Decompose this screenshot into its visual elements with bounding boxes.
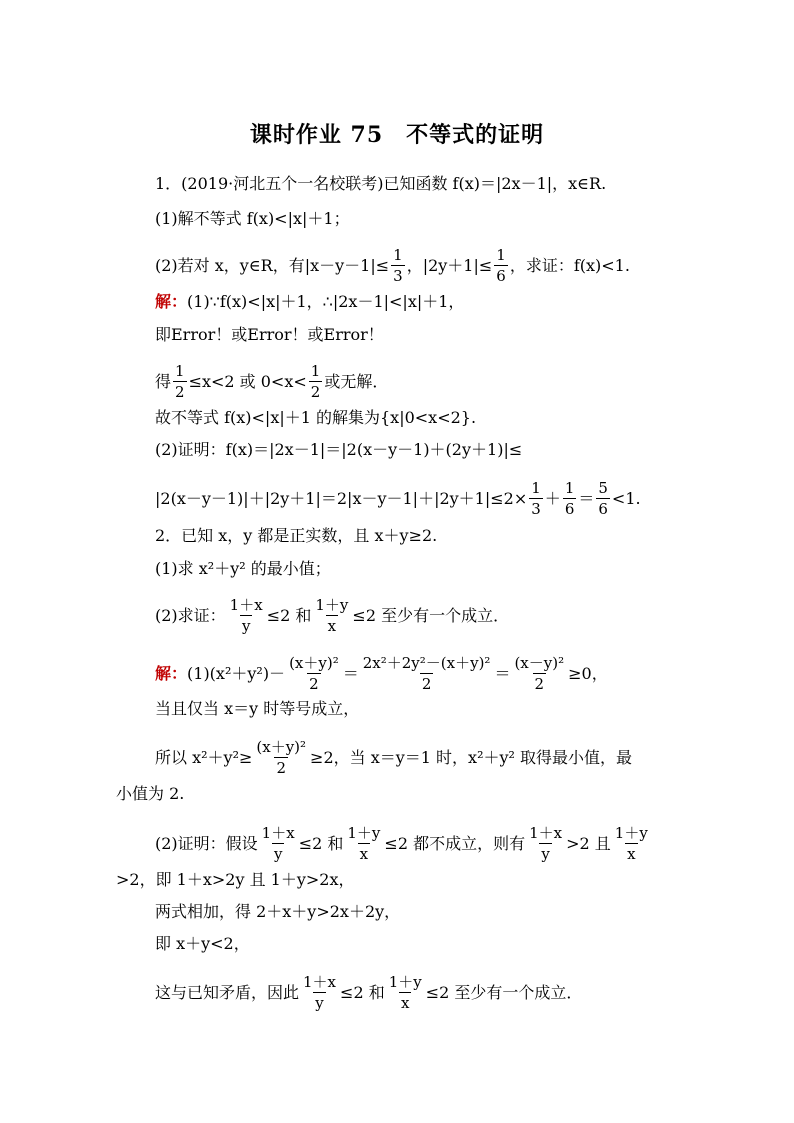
denominator: y xyxy=(273,845,283,863)
problem1-solution-line6 xyxy=(155,481,641,517)
problem1-solution-line2 xyxy=(155,325,384,345)
problem2-statement xyxy=(155,526,437,546)
text: (2)证明：假设 xyxy=(155,834,258,853)
text: ≤2 都不成立，则有 xyxy=(384,834,526,853)
text: ＝ xyxy=(578,489,595,508)
denominator: 3 xyxy=(531,500,541,518)
numerator: (x＋y)² xyxy=(289,654,339,672)
fraction-1-3 xyxy=(391,248,405,284)
problem2-part1 xyxy=(155,559,331,579)
problem2-solution-line1 xyxy=(155,656,608,692)
numerator: (x－y)² xyxy=(514,654,565,672)
text: ≥0， xyxy=(568,664,608,683)
fraction-1py-x xyxy=(313,598,350,634)
denominator: y xyxy=(241,617,251,635)
problem2-solution-line8 xyxy=(155,934,250,954)
problem1-text: 1．(2019·河北五个一名校联考)已知函数 f(x)＝|2x－1|，x∈R. xyxy=(155,174,607,193)
denominator: 6 xyxy=(496,267,506,285)
problem2-solution-line7 xyxy=(155,902,400,922)
denominator: 2 xyxy=(421,675,432,693)
numerator: 1 xyxy=(496,246,506,264)
text: (1)(x²＋y²)－ xyxy=(187,664,286,683)
problem2-solution-line4 xyxy=(116,784,184,804)
fraction-1py-x xyxy=(387,975,424,1011)
text: ≤x<2 或 0<x< xyxy=(188,372,307,391)
text: 小值为 2. xyxy=(116,784,185,803)
fraction-1px-y xyxy=(527,826,564,862)
text: 得 xyxy=(155,372,172,391)
denominator: x xyxy=(359,845,369,863)
text: ，|2y＋1|≤ xyxy=(406,256,493,275)
text: ≤2 和 xyxy=(340,983,385,1002)
fraction-1-6 xyxy=(563,481,577,517)
problem1-part1 xyxy=(155,209,350,229)
problem2-solution-line6 xyxy=(116,870,355,890)
numerator: 5 xyxy=(598,479,608,497)
text: |2(x－y－1)|＋|2y＋1|＝2|x－y－1|＋|2y＋1|≤2× xyxy=(155,489,528,508)
text: (2)若对 x，y∈R，有|x－y－1|≤ xyxy=(155,256,390,275)
denominator: 6 xyxy=(598,500,608,518)
text: ＝ xyxy=(342,664,359,683)
text: ≥2，当 x＝y＝1 时，x²＋y² 取得最小值，最 xyxy=(310,748,633,767)
text: ≤2 至少有一个成立． xyxy=(352,606,510,625)
fraction-1-6 xyxy=(494,248,508,284)
problem1-part2 xyxy=(155,248,630,284)
problem2-text: 2．已知 x，y 都是正实数，且 x＋y≥2. xyxy=(155,526,438,545)
text: ≤2 和 xyxy=(298,834,344,853)
denominator: 2 xyxy=(534,675,545,693)
text: >2 且 xyxy=(566,834,611,853)
numerator: 1 xyxy=(310,362,321,380)
numerator: 2x²＋2y²－(x＋y)² xyxy=(362,654,491,672)
denominator: x xyxy=(401,994,410,1012)
denominator: 6 xyxy=(564,500,575,518)
numerator: 1＋y xyxy=(315,596,349,614)
numerator: 1＋y xyxy=(388,973,422,991)
denominator: 2 xyxy=(175,383,185,401)
problem1-solution-line1 xyxy=(155,292,464,312)
numerator: 1＋x xyxy=(261,824,295,842)
text: 两式相加，得 2＋x＋y>2x＋2y， xyxy=(155,902,401,921)
problem1-part1-text: (1)解不等式 f(x)<|x|＋1； xyxy=(155,209,350,228)
numerator: 1＋y xyxy=(347,824,381,842)
text: 所以 x²＋y²≥ xyxy=(155,748,253,767)
denominator: x xyxy=(327,617,337,635)
text: 或无解． xyxy=(324,372,389,391)
fraction-1-2 xyxy=(173,364,187,400)
text: 故不等式 f(x)<|x|＋1 的解集为{x|0<x<2}. xyxy=(155,408,477,427)
text: (2)证明：f(x)＝|2x－1|＝|2(x－y－1)＋(2y＋1)|≤ xyxy=(155,440,523,459)
text: ≤2 至少有一个成立． xyxy=(425,983,583,1002)
problem2-solution-line9 xyxy=(155,975,582,1011)
text: (1)∵f(x)<|x|＋1，∴|2x－1|<|x|＋1， xyxy=(187,292,465,311)
text: >2，即 1＋x>2y 且 1＋y>2x， xyxy=(116,870,355,889)
numerator: 1 xyxy=(175,362,185,380)
page-title: 课时作业 75 不等式的证明 xyxy=(249,122,545,148)
fraction-c xyxy=(512,656,566,692)
numerator: 1＋x xyxy=(303,973,337,991)
problem2-solution-line5 xyxy=(155,826,652,862)
fraction-1-3 xyxy=(529,481,543,517)
text: 即Error！或Error！或Error！ xyxy=(155,325,384,344)
denominator: 3 xyxy=(393,267,403,285)
numerator: 1＋x xyxy=(229,596,263,614)
text: ＋ xyxy=(544,489,561,508)
fraction-a xyxy=(287,656,341,692)
fraction-1py-x xyxy=(613,826,650,862)
fraction-a xyxy=(254,740,308,776)
fraction-1px-y xyxy=(228,598,265,634)
numerator: (x＋y)² xyxy=(256,738,307,756)
text: 即 x＋y<2， xyxy=(155,934,250,953)
denominator: 2 xyxy=(310,383,321,401)
denominator: y xyxy=(541,845,550,863)
text: <1. xyxy=(611,489,641,508)
fraction-b xyxy=(361,656,493,692)
solution-label: 解： xyxy=(155,664,188,683)
denominator: 2 xyxy=(309,675,319,693)
problem2-part2 xyxy=(155,598,509,634)
fraction-1-2 xyxy=(309,364,323,400)
text: ≤2 和 xyxy=(266,606,312,625)
denominator: x xyxy=(627,845,636,863)
problem1-statement xyxy=(155,174,606,194)
denominator: 2 xyxy=(276,759,286,777)
text: ＝ xyxy=(494,664,511,683)
problem1-solution-line3 xyxy=(155,364,388,400)
denominator: y xyxy=(315,994,324,1012)
text: 这与已知矛盾，因此 xyxy=(155,983,300,1002)
numerator: 1 xyxy=(531,479,541,497)
problem2-solution-line2 xyxy=(155,699,359,719)
fraction-1px-y xyxy=(260,826,297,862)
text: 当且仅当 x＝y 时等号成立， xyxy=(155,699,360,718)
numerator: 1 xyxy=(564,479,575,497)
numerator: 1 xyxy=(393,246,403,264)
problem2-part1-text: (1)求 x²＋y² 的最小值； xyxy=(155,559,331,578)
problem2-solution-line3 xyxy=(155,740,632,776)
numerator: 1＋x xyxy=(529,824,563,842)
fraction-5-6 xyxy=(596,481,610,517)
fraction-1px-y xyxy=(301,975,338,1011)
problem1-solution-line5 xyxy=(155,440,522,460)
text: (2)求证： xyxy=(155,606,226,625)
fraction-1py-x xyxy=(345,826,382,862)
solution-label: 解： xyxy=(155,292,188,311)
text: ，求证：f(x)<1. xyxy=(509,256,630,275)
problem1-solution-line4 xyxy=(155,408,476,428)
numerator: 1＋y xyxy=(614,824,648,842)
